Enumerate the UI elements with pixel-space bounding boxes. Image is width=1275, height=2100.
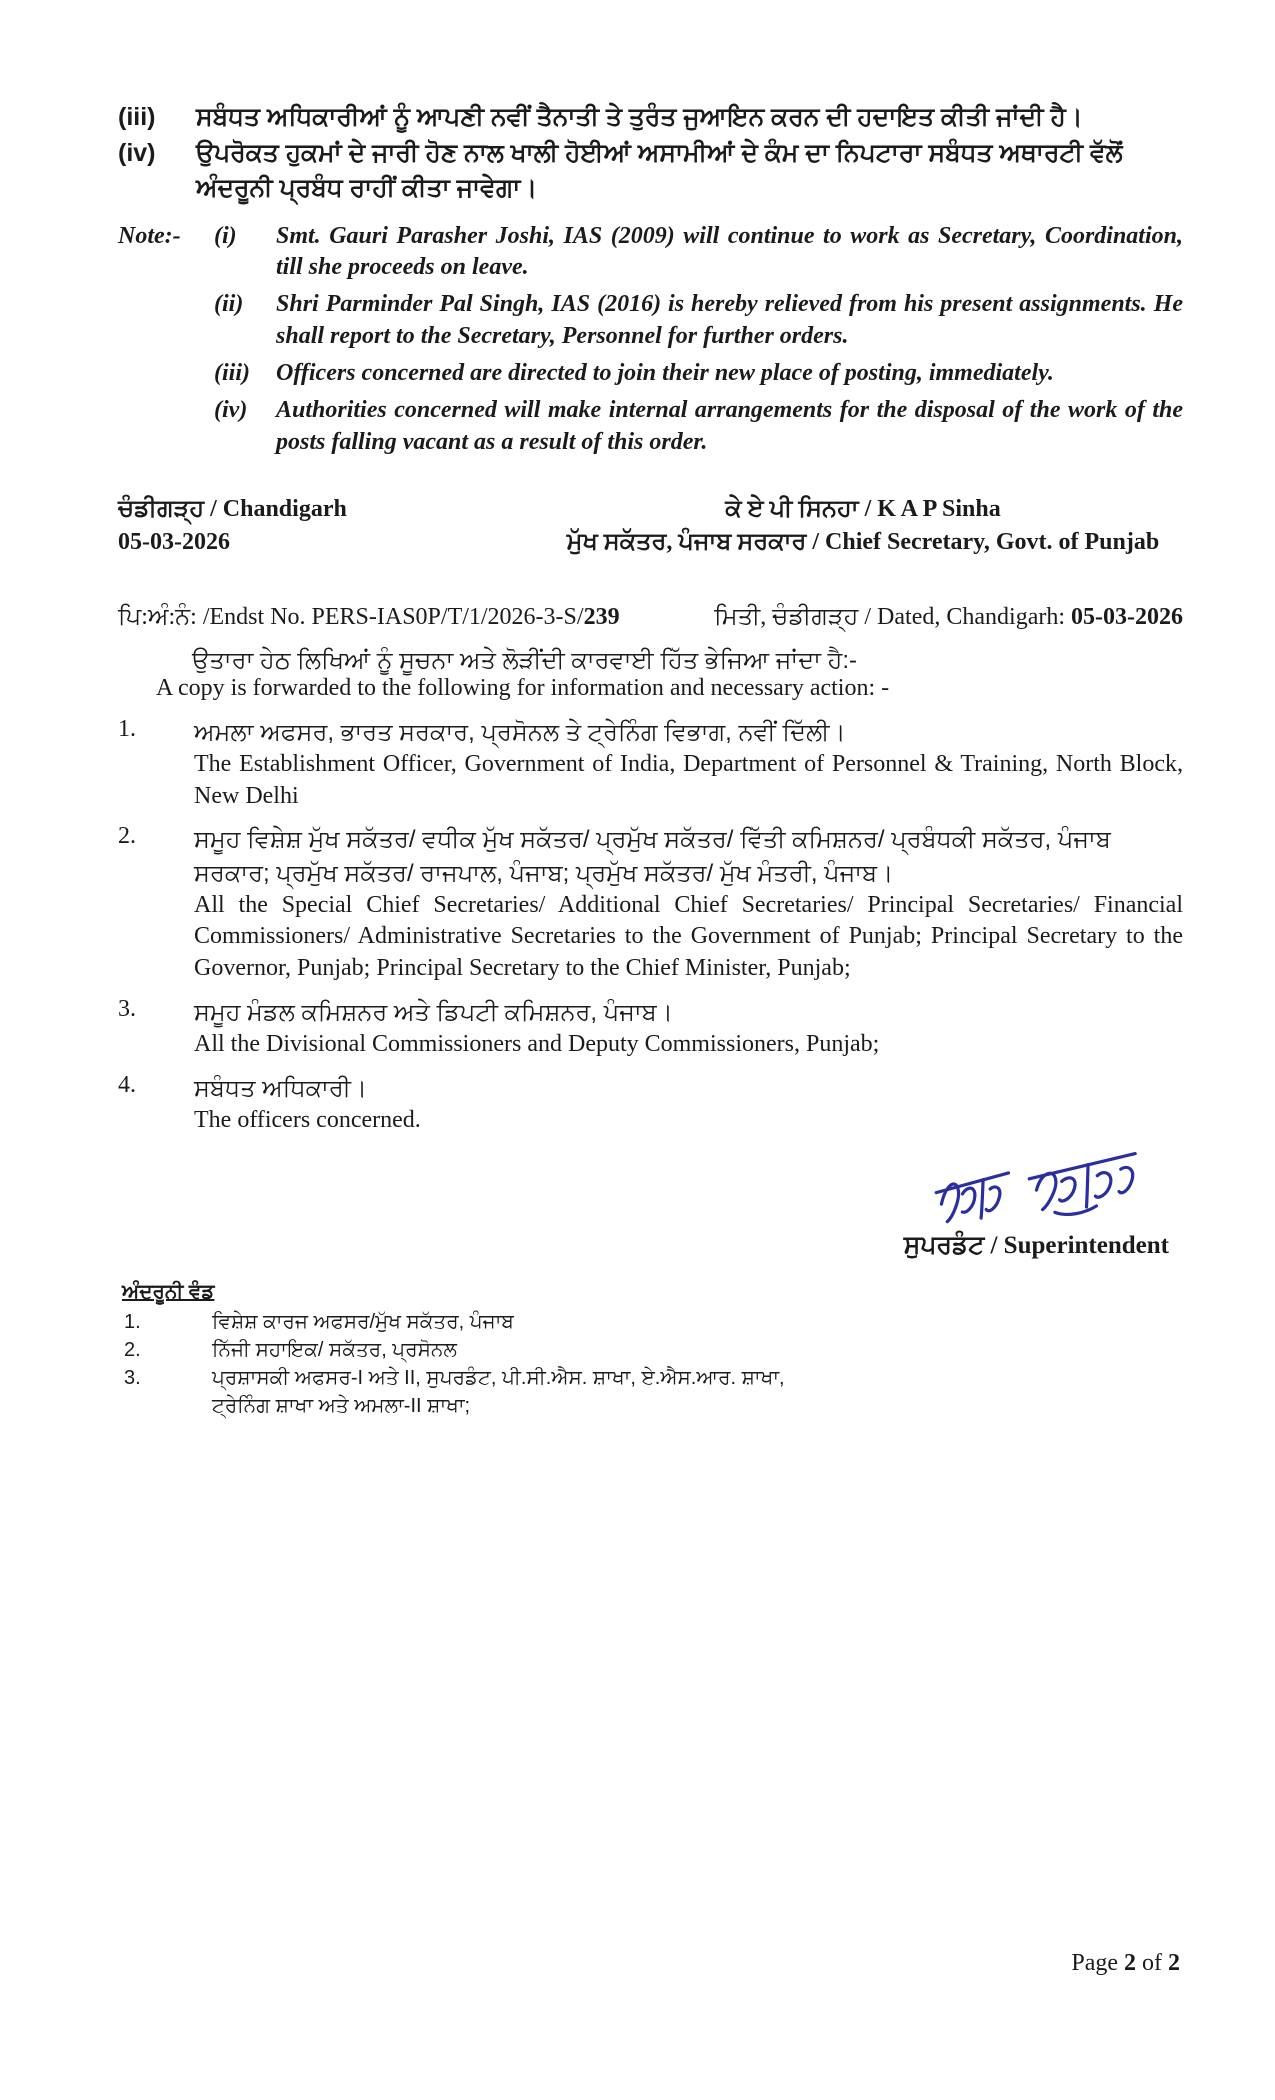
internal-number: 3. — [124, 1367, 141, 1390]
internal-text: ਨਿੱਜੀ ਸਹਾਇਕ/ ਸਕੱਤਰ, ਪ੍ਰਸੋਨਲ — [212, 1339, 457, 1362]
signatory-title: ਸੁਪਰਡੰਟ / Superintendent — [903, 1232, 1169, 1260]
recipient-english: All the Special Chief Secretaries/ Additional Chief Secretaries/ Principal Secretaries/ Financial Commissioners/ Administrative Secretaries to the Government of Punjab; Principal Secretary to the Governor, Punjab; Principal Secretary to the Chief Minister, Punjab; — [194, 891, 1183, 982]
date-line: 05-03-2026 — [118, 529, 230, 556]
recipient-number: 3. — [118, 995, 136, 1022]
note-number: (iii) — [214, 360, 250, 387]
endst-number: ਪਿ:ਅੰ:ਨੰ: /Endst No. PERS-IAS0P/T/1/2026-3-S/239 — [118, 604, 620, 631]
recipient-punjabi: ਸਮੂਹ ਵਿਸ਼ੇਸ਼ ਮੁੱਖ ਸਕੱਤਰ/ ਵਧੀਕ ਮੁੱਖ ਸਕੱਤਰ/ ਪ੍ਰਮੁੱਖ ਸਕੱਤਰ/ ਵਿੱਤੀ ਕਮਿਸ਼ਨਰ/ ਪ੍ਰਬੰਧਕੀ ਸਕੱਤਰ, ਪੰਜਾਬ ਸਰਕਾਰ; ਪ੍ਰਮੁੱਖ ਸਕੱਤਰ/ ਰਾਜਪਾਲ, ਪੰਜਾਬ; ਪ੍ਰਮੁੱਖ ਸਕੱਤਰ/ ਮੁੱਖ ਮੰਤਰੀ, ਪੰਜਾਬ। — [194, 826, 1111, 887]
recipient-number: 4. — [118, 1071, 136, 1098]
internal-text: ਪ੍ਰਸ਼ਾਸਕੀ ਅਫਸਰ-I ਅਤੇ II, ਸੁਪਰਡੰਟ, ਪੀ.ਸੀ.ਐਸ. ਸ਼ਾਖਾ, ਏ.ਐਸ.ਆਰ. ਸ਼ਾਖਾ, ਟ੍ਰੇਨਿੰਗ ਸ਼ਾਖਾ ਅਤੇ ਅਮਲਾ-II ਸ਼ਾਖਾ; — [212, 1367, 785, 1418]
order-clauses — [118, 100, 1183, 207]
note-item — [118, 395, 1183, 459]
note-text: Authorities concerned will make internal arrangements for the disposal of the work of the posts falling vacant as a result of this order. — [276, 397, 1183, 455]
recipient-punjabi: ਸਬੰਧਤ ਅਧਿਕਾਰੀ। — [194, 1074, 368, 1102]
recipient-punjabi: ਅਮਲਾ ਅਫਸਰ, ਭਾਰਤ ਸਰਕਾਰ, ਪ੍ਰਸੋਨਲ ਤੇ ਟ੍ਰੇਨਿੰਗ ਵਿਭਾਗ, ਨਵੀਂ ਦਿੱਲੀ। — [194, 719, 846, 747]
recipient-item — [118, 823, 1183, 984]
recipient-item — [118, 1072, 1183, 1137]
internal-heading: ਅੰਦਰੂਨੀ ਵੰਡ — [122, 1281, 215, 1304]
recipient-english: All the Divisional Commissioners and Deputy Commissioners, Punjab; — [194, 1030, 880, 1057]
recipient-item — [118, 716, 1183, 812]
signoff-block — [118, 493, 1183, 560]
note-number: (ii) — [214, 291, 244, 318]
note-label: Note:- — [118, 222, 181, 249]
note-text: Officers concerned are directed to join their new place of posting, immediately. — [276, 360, 1054, 387]
clause-number: (iv) — [118, 138, 156, 167]
endst-date: 05-03-2026 — [1071, 604, 1183, 631]
recipient-item — [118, 996, 1183, 1061]
note-item — [118, 289, 1183, 353]
place-line: ਚੰਡੀਗੜ੍ਹ / Chandigarh — [118, 495, 347, 522]
order-clause-iii — [118, 100, 1183, 136]
signature-block — [118, 1156, 1183, 1260]
place-date — [118, 493, 347, 560]
recipients-list — [118, 716, 1183, 1136]
signature-handwriting — [929, 1146, 1146, 1246]
note-number: (iv) — [214, 397, 248, 424]
current-page: 2 — [1124, 1950, 1136, 1976]
internal-number: 1. — [124, 1311, 141, 1334]
internal-item — [118, 1308, 1183, 1336]
internal-distribution — [118, 1278, 1183, 1420]
note-item — [118, 221, 1183, 285]
note-number: (i) — [214, 222, 237, 249]
endst-serial: 239 — [583, 604, 620, 631]
officer-name: ਕੇ ਏ ਪੀ ਸਿਨਹਾ / K A P Sinha — [725, 495, 1001, 522]
recipient-punjabi: ਸਮੂਹ ਮੰਡਲ ਕਮਿਸ਼ਨਰ ਅਤੇ ਡਿਪਟੀ ਕਮਿਸ਼ਨਰ, ਪੰਜਾਬ। — [194, 998, 673, 1026]
total-pages: 2 — [1168, 1950, 1180, 1976]
order-clause-iv — [118, 136, 1183, 207]
endorsement-line — [118, 604, 1183, 631]
endst-dated: ਮਿਤੀ, ਚੰਡੀਗੜ੍ਹ / Dated, Chandigarh: 05-03-2026 — [714, 604, 1183, 631]
note-section — [118, 221, 1183, 459]
forward-line-english: A copy is forwarded to the following for information and necessary action: - — [156, 675, 890, 702]
internal-text: ਵਿਸ਼ੇਸ਼ ਕਾਰਜ ਅਫਸਰ/ਮੁੱਖ ਸਕੱਤਰ, ਪੰਜਾਬ — [212, 1311, 514, 1334]
internal-item — [118, 1364, 1183, 1420]
clause-text-punjabi: ਸਬੰਧਤ ਅਧਿਕਾਰੀਆਂ ਨੂੰ ਆਪਣੀ ਨਵੀਂ ਤੈਨਾਤੀ ਤੇ ਤੁਰੰਤ ਜੁਆਇਨ ਕਰਨ ਦੀ ਹਦਾਇਤ ਕੀਤੀ ਜਾਂਦੀ ਹੈ। — [196, 103, 1083, 131]
page-number: Page 2 of 2 — [1071, 1950, 1180, 1976]
signing-officer — [543, 493, 1183, 560]
internal-item — [118, 1336, 1183, 1364]
note-text: Smt. Gauri Parasher Joshi, IAS (2009) will continue to work as Secretary, Coordination, till she proceeds on leave. — [276, 222, 1183, 281]
recipient-number: 1. — [118, 716, 136, 743]
note-item — [118, 358, 1183, 390]
internal-number: 2. — [124, 1339, 141, 1362]
recipient-english: The Establishment Officer, Government of India, Department of Personnel & Training, North Block, New Delhi — [194, 751, 1183, 809]
officer-title: ਮੁੱਖ ਸਕੱਤਰ, ਪੰਜਾਬ ਸਰਕਾਰ / Chief Secretary, Govt. of Punjab — [566, 529, 1160, 556]
recipient-number: 2. — [118, 823, 136, 850]
clause-text-punjabi: ਉਪਰੋਕਤ ਹੁਕਮਾਂ ਦੇ ਜਾਰੀ ਹੋਣ ਨਾਲ ਖਾਲੀ ਹੋਈਆਂ ਅਸਾਮੀਆਂ ਦੇ ਕੰਮ ਦਾ ਨਿਪਟਾਰਾ ਸਬੰਧਤ ਅਥਾਰਟੀ ਵੱਲੋਂ ਅੰਦਰੂਨੀ ਪ੍ਰਬੰਧ ਰਾਹੀਂ ਕੀਤਾ ਜਾਵੇਗਾ। — [196, 138, 1123, 202]
note-text: Shri Parminder Pal Singh, IAS (2016) is hereby relieved from his present assignments. He shall report to the Secretary, Personnel for further orders. — [276, 291, 1183, 350]
recipient-english: The officers concerned. — [194, 1106, 421, 1133]
forward-line-punjabi: ਉਤਾਰਾ ਹੇਠ ਲਿਖਿਆਂ ਨੂੰ ਸੂਚਨਾ ਅਤੇ ਲੋੜੀਂਦੀ ਕਾਰਵਾਈ ਹਿੱਤ ਭੇਜਿਆ ਜਾਂਦਾ ਹੈ:- — [192, 647, 858, 675]
clause-number: (iii) — [118, 103, 156, 131]
